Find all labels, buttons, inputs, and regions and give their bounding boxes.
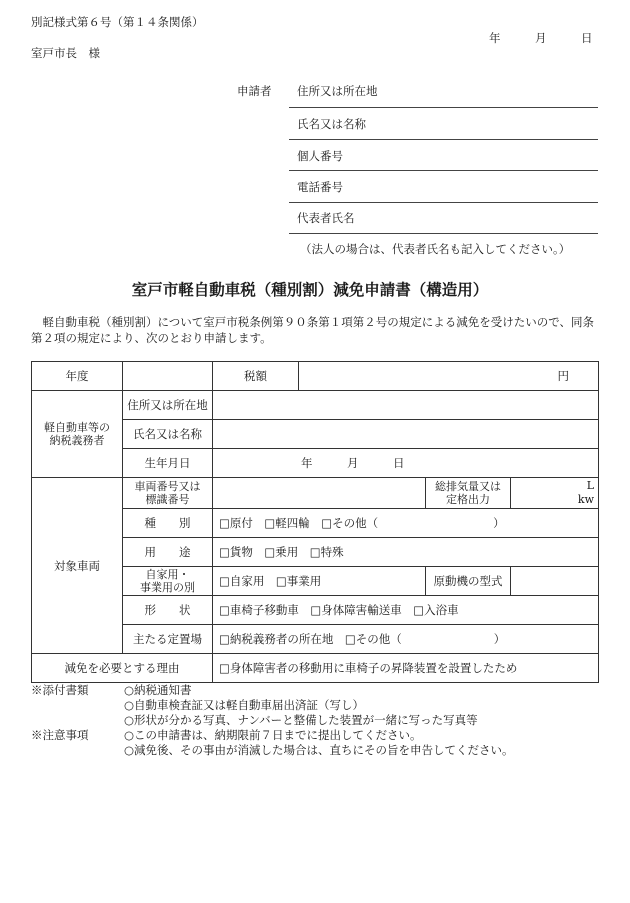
private-business-label-line-1: 自家用・ [145, 568, 190, 581]
application-table [31, 361, 599, 683]
storage-location-options: □納税義務者の所在地 □その他（ ） [213, 625, 599, 654]
displacement-label-line-1: 総排気量又は [435, 480, 501, 493]
tax-amount-label: 税額 [213, 362, 299, 391]
tax-amount-value-cell [299, 362, 599, 391]
reason-label: 減免を必要とする理由 [32, 654, 213, 683]
yen-unit: 円 [557, 369, 569, 383]
fiscal-year-label: 年度 [32, 362, 123, 391]
vehicle-category-options: □原付 □軽四輪 □その他（ ） [213, 509, 599, 538]
applicant-phone-underline [289, 202, 598, 203]
vehicle-shape-label: 形 状 [123, 596, 213, 625]
attachment-item: ○納税通知書 [124, 683, 192, 697]
attachments-label: ※添付書類 [31, 683, 89, 697]
vehicle-group-label: 対象車両 [32, 478, 123, 654]
vehicle-usage-label: 用 途 [123, 538, 213, 567]
vehicle-number-value-cell [213, 478, 426, 509]
caution-item: ○減免後、その事由が消滅した場合は、直ちにその旨を申告してください。 [124, 743, 514, 757]
vehicle-category-label: 種 別 [123, 509, 213, 538]
applicant-representative-underline [289, 233, 598, 234]
taxpayer-birthdate-label: 生年月日 [123, 449, 213, 478]
applicant-personal-number-label: 個人番号 [297, 149, 343, 163]
taxpayer-address-label: 住所又は所在地 [123, 391, 213, 420]
taxpayer-group-label [32, 391, 123, 478]
private-business-options: □自家用 □事業用 [213, 567, 426, 596]
applicant-phone-label: 電話番号 [297, 180, 343, 194]
taxpayer-label-line-1: 軽自動車等の [44, 421, 110, 434]
taxpayer-address-value-cell [213, 391, 599, 420]
applicant-address-label: 住所又は所在地 [297, 84, 378, 98]
engine-model-label: 原動機の型式 [426, 567, 511, 596]
applicant-label: 申請者 [237, 84, 272, 98]
vehicle-usage-options: □貨物 □乗用 □特殊 [213, 538, 599, 567]
private-business-label-line-2: 事業用の別 [140, 581, 195, 594]
form-number: 別記様式第６号（第１４条関係） [31, 15, 204, 29]
displacement-label [426, 478, 511, 509]
fiscal-year-value-cell [123, 362, 213, 391]
applicant-personal-number-underline [289, 170, 598, 171]
displacement-unit-kw: kw [577, 493, 594, 506]
date-line: 年 月 日 [489, 31, 593, 45]
page-title: 室戸市軽自動車税（種別割）減免申請書（構造用） [131, 280, 489, 299]
taxpayer-birthdate-value-cell [213, 449, 599, 478]
displacement-label-line-2: 定格出力 [446, 493, 490, 506]
reason-value: □身体障害者の移動用に車椅子の昇降装置を設置したため [213, 654, 599, 683]
displacement-value-cell [511, 478, 599, 509]
applicant-representative-label: 代表者氏名 [297, 211, 355, 225]
storage-location-label: 主たる定置場 [123, 625, 213, 654]
vehicle-number-label-line-1: 車両番号又は [134, 480, 201, 493]
addressee: 室戸市長 様 [31, 46, 100, 60]
vehicle-number-label [123, 478, 213, 509]
taxpayer-name-label: 氏名又は名称 [123, 420, 213, 449]
engine-model-value-cell [511, 567, 599, 596]
attachment-item: ○自動車検査証又は軽自動車届出済証（写し） [124, 698, 365, 712]
cautions-label: ※注意事項 [31, 728, 89, 742]
displacement-unit-liter: L [586, 479, 594, 492]
intro-line-1: 軽自動車税（種別割）について室戸市税条例第９０条第１項第２号の規定による減免を受けたいので、同条 [31, 315, 595, 329]
applicant-name-label: 氏名又は名称 [297, 117, 366, 131]
vehicle-shape-options: □車椅子移動車 □身体障害輸送車 □入浴車 [213, 596, 599, 625]
private-business-label [123, 567, 213, 596]
applicant-address-underline [289, 107, 598, 108]
vehicle-number-label-line-2: 標識番号 [145, 493, 190, 506]
taxpayer-name-value-cell [213, 420, 599, 449]
birthdate-format: 年 月 日 [301, 456, 405, 470]
attachment-item: ○形状が分かる写真、ナンバーと整備した装置が一緒に写った写真等 [124, 713, 478, 727]
intro-line-2: 第２項の規定により、次のとおり申請します。 [31, 331, 272, 345]
taxpayer-label-line-2: 納税義務者 [49, 434, 105, 447]
applicant-name-underline [289, 139, 598, 140]
applicant-note: （法人の場合は、代表者氏名も記入してください。） [300, 242, 571, 256]
caution-item: ○この申請書は、納期限前７日までに提出してください。 [124, 728, 422, 742]
